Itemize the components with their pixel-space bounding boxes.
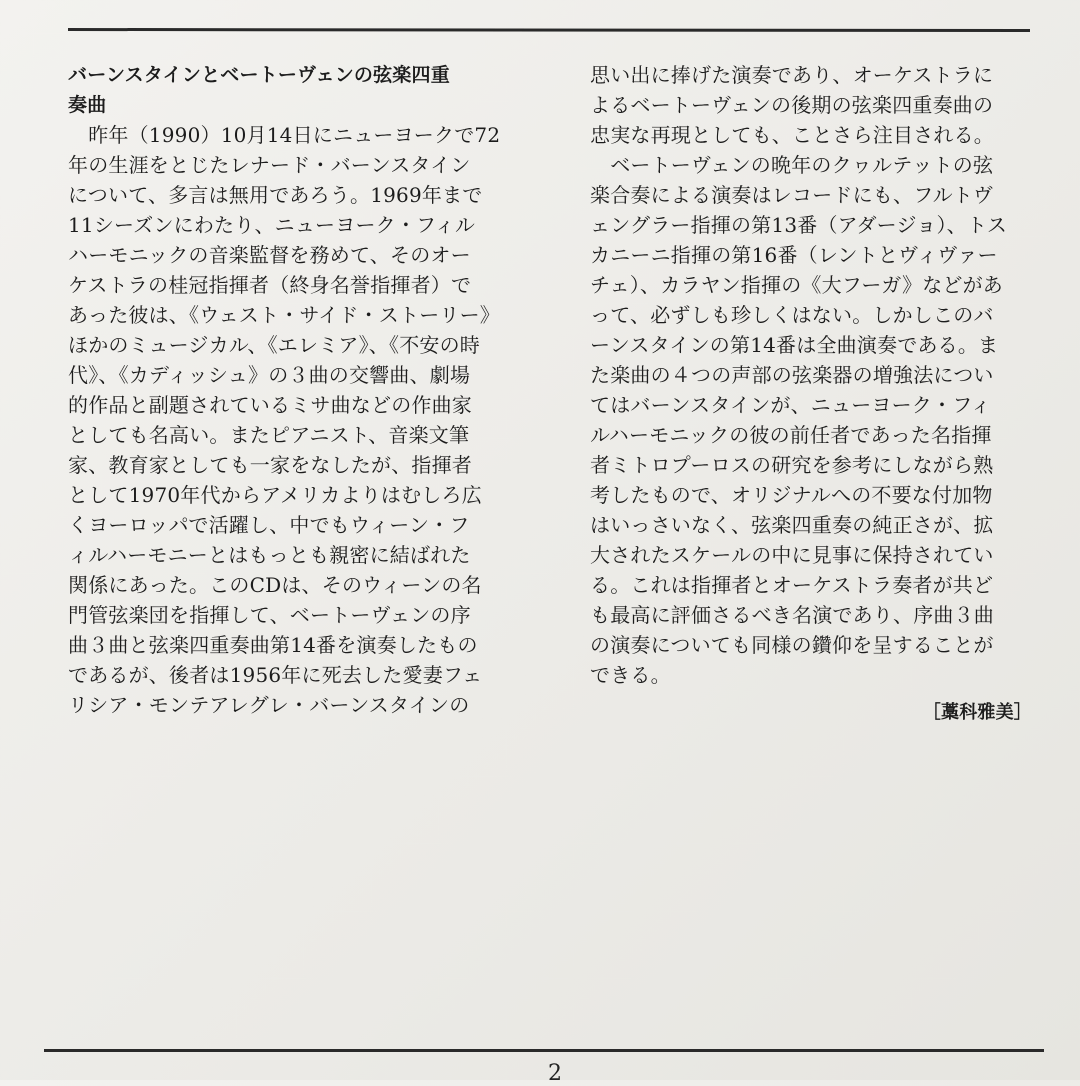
- body-line: カニーニ指揮の第16番（レントとヴィヴァー: [590, 243, 998, 267]
- body-line: 大されたスケールの中に見事に保持されてい: [590, 543, 994, 567]
- body-line: 関係にあった。このCDは、そのウィーンの名: [68, 573, 482, 597]
- body-line: 楽合奏による演奏はレコードにも、フルトヴ: [590, 183, 994, 207]
- body-line: ルハーモニックの彼の前任者であった名指揮: [590, 423, 992, 447]
- body-line: 門管弦楽団を指揮して、ベートーヴェンの序: [68, 603, 471, 627]
- author-credit: ［藁科雅美］: [922, 702, 1032, 723]
- body-line: はいっさいなく、弦楽四重奏の純正さが、拡: [590, 513, 994, 537]
- body-line: ベートーヴェンの晩年のクヮルテットの弦: [590, 153, 994, 177]
- body-line: ハーモニックの音楽監督を務めて、そのオー: [68, 243, 471, 267]
- body-line: ーンスタインの第14番は全曲演奏である。ま: [590, 333, 999, 357]
- body-line: として1970年代からアメリカよりはむしろ広: [68, 483, 482, 507]
- bottom-rule: [44, 1049, 1044, 1052]
- body-line: 昨年（1990）10月14日にニューヨークで72: [68, 123, 501, 147]
- body-line: としても名高い。またピアニスト、音楽文筆: [68, 423, 470, 447]
- article-heading-line-1: バーンスタインとベートーヴェンの弦楽四重: [68, 64, 450, 86]
- body-line: 思い出に捧げた演奏であり、オーケストラに: [590, 63, 994, 87]
- body-line: リシア・モンテアレグレ・バーンスタインの: [68, 693, 470, 717]
- body-line: 代》、《カディッシュ》の３曲の交響曲、劇場: [68, 363, 471, 387]
- body-line: 者ミトロプーロスの研究を参考にしながら熟: [590, 453, 994, 477]
- body-line: 的作品と副題されているミサ曲などの作曲家: [68, 393, 472, 417]
- body-line: 家、教育家としても一家をなしたが、指揮者: [68, 453, 472, 477]
- body-line: ィルハーモニーとはもっとも親密に結ばれた: [68, 543, 471, 567]
- body-line: ェングラー指揮の第13番（アダージョ）、トス: [590, 213, 1008, 237]
- body-line: について、多言は無用であろう。1969年まで: [68, 183, 483, 207]
- body-line: って、必ずしも珍しくはない。しかしこのバ: [590, 303, 994, 327]
- right-column: [590, 60, 1032, 728]
- body-line: 考したもので、オリジナルへの不要な付加物: [590, 483, 993, 507]
- body-line: 年の生涯をとじたレナード・バーンスタイン: [68, 153, 471, 177]
- body-line: チェ）、カラヤン指揮の《大フーガ》などがあ: [590, 273, 1003, 297]
- body-line: てはバーンスタインが、ニューヨーク・フィ: [590, 393, 991, 417]
- body-line: も最高に評価さるべき名演であり、序曲３曲: [590, 603, 994, 627]
- body-line: よるベートーヴェンの後期の弦楽四重奏曲の: [590, 93, 994, 117]
- body-line: ほかのミュージカル、《エレミア》、《不安の時: [68, 333, 480, 357]
- body-line: 忠実な再現としても、ことさら注目される。: [590, 123, 994, 147]
- left-column: [68, 60, 540, 720]
- body-line: 曲３曲と弦楽四重奏曲第14番を演奏したもの: [68, 633, 478, 657]
- body-line: る。これは指揮者とオーケストラ奏者が共ど: [590, 573, 994, 597]
- page-number: 2: [548, 1061, 562, 1086]
- body-line: の演奏についても同様の鑽仰を呈することが: [590, 633, 994, 657]
- top-rule: [68, 28, 1030, 32]
- article-heading-line-2: 奏曲: [68, 94, 107, 116]
- body-line: ケストラの桂冠指揮者（終身名誉指揮者）で: [68, 273, 472, 297]
- body-line: できる。: [590, 663, 671, 687]
- body-line: 11シーズンにわたり、ニューヨーク・フィル: [68, 213, 476, 237]
- body-line: あった彼は、《ウェスト・サイド・ストーリー》: [68, 303, 500, 327]
- body-line: くヨーロッパで活躍し、中でもウィーン・フ: [68, 513, 470, 537]
- body-line: た楽曲の４つの声部の弦楽器の増強法につい: [590, 363, 994, 387]
- body-line: であるが、後者は1956年に死去した愛妻フェ: [68, 663, 483, 687]
